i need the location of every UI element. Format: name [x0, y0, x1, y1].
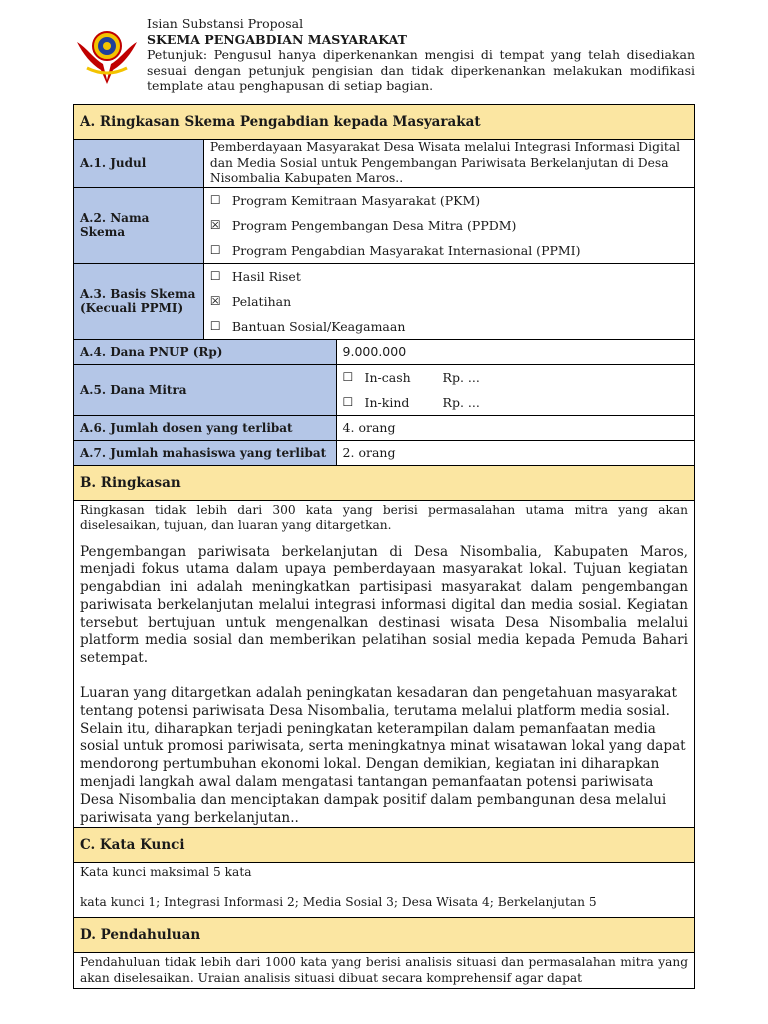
document-title: SKEMA PENGABDIAN MASYARAKAT	[147, 31, 407, 47]
option-bantuan-sosial[interactable]	[210, 314, 688, 339]
ringkasan-guide: Ringkasan tidak lebih dari 300 kata yang berisi permasalahan utama mitra yang akan diselesaikan, tujuan, dan luaran yang ditargetkan.	[80, 502, 688, 532]
checkbox-unchecked-icon[interactable]: ☐	[342, 395, 354, 409]
ringkasan-paragraph-1: Pengembangan pariwisata berkelanjutan di Desa Nisombalia, Kabupaten Maros, menjadi fokus utama dalam upaya pemberdayaan masyarakat lokal. Tujuan kegiatan pengabdian ini adalah meningkatkan partisipasi masyarakat dalam pengembangan pariwisata berkelanjutan melalui integrasi informasi digital dan media sosial. Kegiatan tersebut bertujuan untuk mengenalkan destinasi wisata Desa Nisombalia melalui platform media sosial dan memberikan pelatihan sosial media kepada Pemuda Bahari setempat.	[80, 543, 688, 667]
in-cash-amount[interactable]: Rp. ...	[442, 369, 480, 385]
option-label: Pelatihan	[231, 293, 292, 309]
pendahuluan-guide: Pendahuluan tidak lebih dari 1000 kata yang berisi analisis situasi dan permasalahan mitra yang akan diselesaikan. Uraian analisis situasi dibuat secara komprehensif agar dapat	[80, 955, 688, 985]
option-label: Program Pengabdian Masyarakat Internasional (PPMI)	[231, 242, 581, 258]
proposal-form-table	[73, 104, 695, 989]
basis-skema-label-line2: (Kecuali PPMI)	[80, 301, 184, 315]
checkbox-checked-icon[interactable]: ☒	[209, 218, 221, 232]
checkbox-unchecked-icon[interactable]: ☐	[209, 193, 221, 207]
kata-kunci-list: kata kunci 1; Integrasi Informasi 2; Media Sosial 3; Desa Wisata 4; Berkelanjutan 5	[80, 895, 597, 910]
checkbox-unchecked-icon[interactable]: ☐	[209, 243, 221, 257]
judul-label: A.1. Judul	[74, 140, 204, 188]
basis-skema-options	[203, 263, 694, 339]
section-b-heading: B. Ringkasan	[74, 465, 695, 500]
pendahuluan-content[interactable]	[74, 953, 695, 989]
basis-skema-label	[74, 263, 204, 339]
dana-mitra-label: A.5. Dana Mitra	[74, 364, 337, 415]
option-pkm[interactable]	[210, 188, 688, 213]
dana-pnup-value[interactable]: 9.000.000	[336, 339, 694, 364]
dana-mitra-in-cash[interactable]	[343, 365, 688, 390]
option-label: Hasil Riset	[231, 268, 301, 284]
document-header	[147, 16, 695, 94]
ringkasan-content[interactable]	[74, 500, 695, 828]
dana-mitra-values	[336, 364, 694, 415]
judul-value[interactable]: Pemberdayaan Masyarakat Desa Wisata melalui Integrasi Informasi Digital dan Media Sosial untuk Pengembangan Pariwisata Berkelanjutan di Desa Nisombalia Kabupaten Maros..	[203, 140, 694, 188]
institution-logo	[73, 24, 141, 86]
document-subtitle: Isian Substansi Proposal	[147, 16, 304, 31]
in-kind-amount[interactable]: Rp. ...	[442, 394, 480, 410]
nama-skema-label: A.2. Nama Skema	[74, 187, 204, 263]
in-cash-label: In-cash	[364, 369, 411, 385]
option-label: Program Pengembangan Desa Mitra (PPDM)	[231, 217, 517, 233]
option-pelatihan[interactable]	[210, 289, 688, 314]
jumlah-dosen-label: A.6. Jumlah dosen yang terlibat	[74, 415, 337, 440]
checkbox-checked-icon[interactable]: ☒	[209, 294, 221, 308]
dana-mitra-in-kind[interactable]	[343, 390, 688, 415]
jumlah-mahasiswa-value[interactable]: 2. orang	[336, 440, 694, 465]
checkbox-unchecked-icon[interactable]: ☐	[342, 370, 354, 384]
checkbox-unchecked-icon[interactable]: ☐	[209, 319, 221, 333]
instructions: Petunjuk: Pengusul hanya diperkenankan mengisi di tempat yang telah disediakan sesuai dengan petunjuk pengisian dan tidak diperkenankan melakukan modifikasi template atau penghapusan di setiap bagian.	[147, 47, 695, 93]
kata-kunci-content[interactable]	[74, 863, 695, 918]
section-d-heading: D. Pendahuluan	[74, 918, 695, 953]
option-label: Program Kemitraan Masyarakat (PKM)	[231, 192, 481, 208]
section-c-heading: C. Kata Kunci	[74, 828, 695, 863]
jumlah-dosen-value[interactable]: 4. orang	[336, 415, 694, 440]
nama-skema-options	[203, 187, 694, 263]
option-ppmi[interactable]	[210, 238, 688, 263]
option-ppdm[interactable]	[210, 213, 688, 238]
dana-pnup-label: A.4. Dana PNUP (Rp)	[74, 339, 337, 364]
jumlah-mahasiswa-label: A.7. Jumlah mahasiswa yang terlibat	[74, 440, 337, 465]
option-hasil-riset[interactable]	[210, 264, 688, 289]
section-a-heading: A. Ringkasan Skema Pengabdian kepada Masyarakat	[74, 105, 695, 140]
checkbox-unchecked-icon[interactable]: ☐	[209, 269, 221, 283]
in-kind-label: In-kind	[364, 394, 410, 410]
option-label: Bantuan Sosial/Keagamaan	[231, 318, 406, 334]
kata-kunci-guide: Kata kunci maksimal 5 kata	[80, 865, 252, 880]
basis-skema-label-line1: A.3. Basis Skema	[80, 287, 196, 301]
ringkasan-paragraph-2: Luaran yang ditargetkan adalah peningkatan kesadaran dan pengetahuan masyarakat tentang potensi pariwisata Desa Nisombalia, terutama melalui platform media sosial. Selain itu, diharapkan terjadi peningkatan keterampilan dalam pemanfaatan media sosial untuk promosi pariwisata, serta meningkatnya minat wisatawan lokal yang dapat mendorong pertumbuhan ekonomi lokal. Dengan demikian, kegiatan ini diharapkan menjadi langkah awal dalam mengatasi tantangan pemanfaatan potensi pariwisata Desa Nisombalia dan menciptakan dampak positif dalam pembangunan desa melalui pariwisata yang berkelanjutan..	[80, 685, 686, 826]
